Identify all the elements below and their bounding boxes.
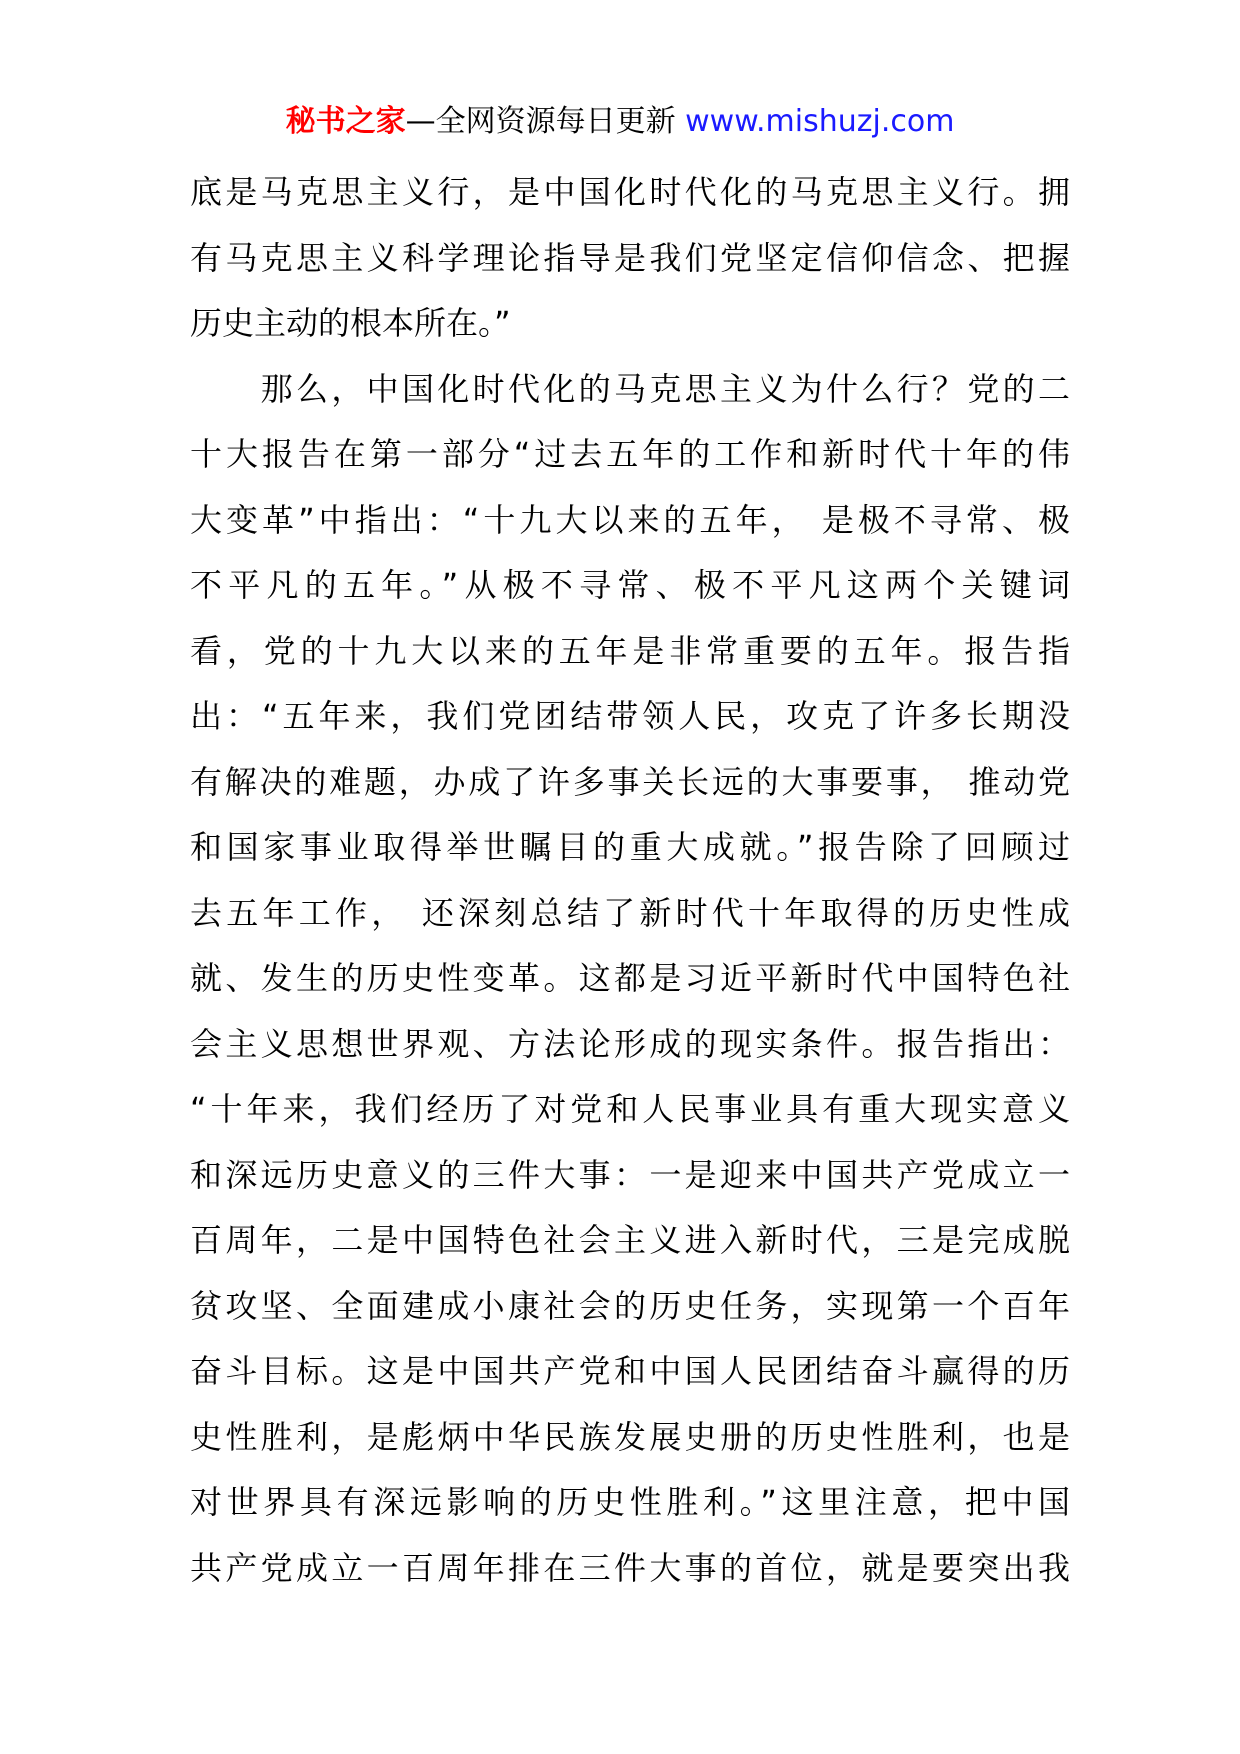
text-line: 出：“五年来，我们党团结带领人民，攻克了许多长期没 [190, 697, 1070, 735]
text-line: 历史主动的根本所在。” [190, 304, 511, 342]
text-line: 有马克思主义科学理论指导是我们党坚定信仰信念、把握 [190, 238, 1070, 277]
header-tagline: —全网资源每日更新 [405, 104, 686, 139]
text-line: 底是马克思主义行，是中国化时代化的马克思主义行。拥 [190, 173, 1070, 211]
text-line: 会主义思想世界观、方法论形成的现实条件。报告指出： [190, 1024, 1070, 1063]
text-line: 不平凡的五年。”从极不寻常、极不平凡这两个关键词 [190, 566, 1070, 604]
text-line: 十大报告在第一部分“过去五年的工作和新时代十年的伟 [190, 435, 1070, 473]
text-line: 和深远历史意义的三件大事：一是迎来中国共产党成立一 [190, 1155, 1070, 1194]
text-line: 就、发生的历史性变革。这都是习近平新时代中国特色社 [190, 959, 1070, 997]
text-line: 那么，中国化时代化的马克思主义为什么行？党的二 [190, 369, 1070, 408]
text-line: 史性胜利，是彪炳中华民族发展史册的历史性胜利，也是 [190, 1417, 1070, 1456]
website-link[interactable]: www.mishuzj.com [685, 104, 955, 139]
text-line: 共产党成立一百周年排在三件大事的首位，就是要突出我 [190, 1548, 1070, 1587]
text-line: 去五年工作， 还深刻总结了新时代十年取得的历史性成 [190, 893, 1070, 932]
text-line: 百周年，二是中国特色社会主义进入新时代，三是完成脱 [190, 1221, 1070, 1259]
body-text [190, 160, 1070, 1601]
text-line: 看，党的十九大以来的五年是非常重要的五年。报告指 [190, 631, 1070, 670]
page-header [0, 102, 1240, 142]
text-line: 和国家事业取得举世瞩目的重大成就。”报告除了回顾过 [190, 828, 1070, 866]
text-line: 贫攻坚、全面建成小康社会的历史任务，实现第一个百年 [190, 1286, 1070, 1325]
text-line: 对世界具有深远影响的历史性胜利。”这里注意，把中国 [190, 1483, 1070, 1521]
text-line: “十年来，我们经历了对党和人民事业具有重大现实意义 [190, 1090, 1070, 1128]
text-line: 奋斗目标。这是中国共产党和中国人民团结奋斗赢得的历 [190, 1352, 1070, 1390]
text-line: 大变革”中指出：“十九大以来的五年， 是极不寻常、极 [190, 500, 1070, 539]
brand-name: 秘书之家 [285, 104, 406, 139]
text-line: 有解决的难题，办成了许多事关长远的大事要事， 推动党 [190, 762, 1070, 801]
